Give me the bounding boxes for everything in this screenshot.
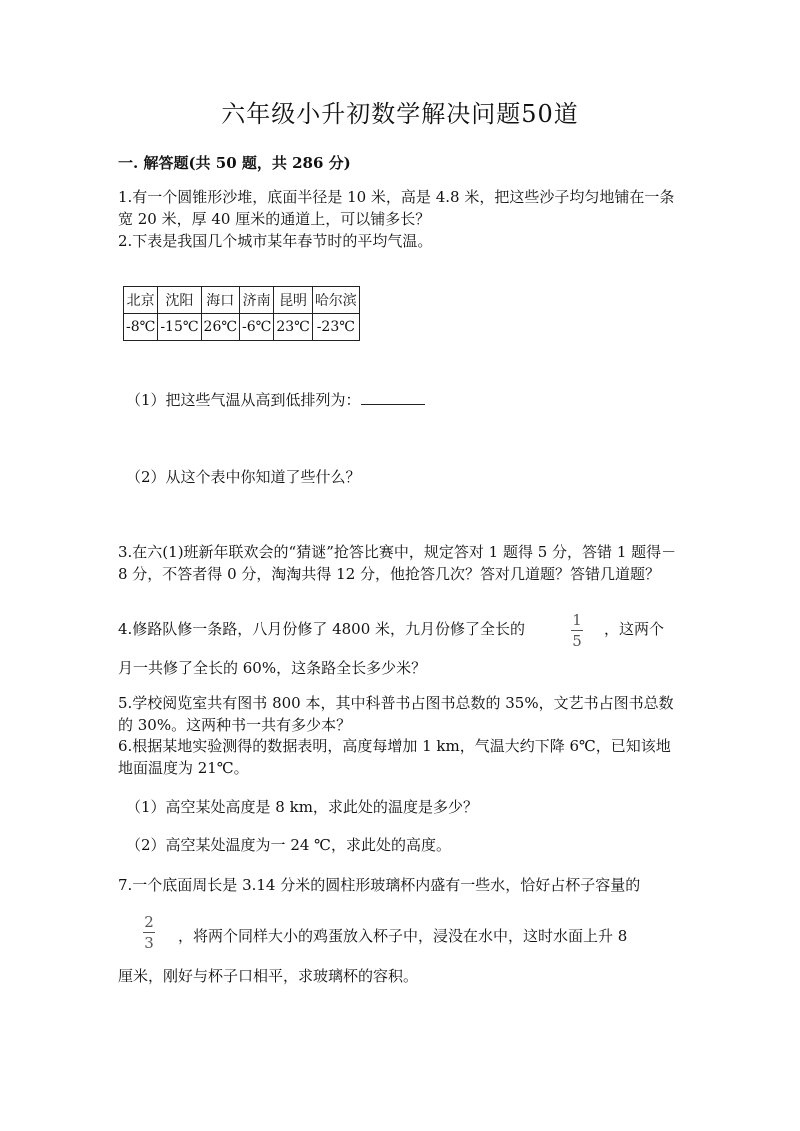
question-5: 5.学校阅览室共有图书 800 本，其中科普书占图书总数的 35%，文艺书占图书总数的 30%。这两种书一共有多少本？ [118,694,674,734]
question-7-line-1: 7.一个底面周长是 3.14 分米的圆柱形玻璃杯内盛有一些水，恰好占杯子容量的 [118,876,641,894]
question-7-line-2: ，将两个同样大小的鸡蛋放入杯子中，浸没在水中，这时水面上升 8 [178,927,628,945]
fraction-two-thirds [143,914,155,951]
table-cell: 哈尔滨 [312,287,359,314]
question-4-line-1: 4.修路队修一条路，八月份修了 4800 米，九月份修了全长的 [118,620,526,638]
question-2-part-1 [126,389,425,410]
question-2-part-2: （2）从这个表中你知道了些什么？ [126,468,361,486]
table-row-temps [124,314,360,341]
question-6-part-1: （1）高空某处高度是 8 km，求此处的温度是多少？ [126,798,478,816]
table-cell: 26℃ [201,314,239,341]
table-cell: -23℃ [312,314,359,341]
section-heading: 一. 解答题(共 50 题，共 286 分) [118,154,351,172]
table-cell: -6℃ [240,314,274,341]
fraction-one-fifth [571,612,583,649]
question-2: 2.下表是我国几个城市某年春节时的平均气温。 [118,232,433,250]
fraction-numerator: 2 [144,913,154,931]
temperature-table [123,286,360,341]
fraction-bar [571,630,583,631]
question-4-line-1-end: ，这两个 [604,620,665,638]
page-title: 六年级小升初数学解决问题50道 [221,100,579,128]
question-4-line-2: 月一共修了全长的 60%，这条路全长多少米？ [118,659,427,677]
table-cell: 23℃ [274,314,312,341]
table-cell: 北京 [124,287,158,314]
question-3: 3.在六(1)班新年联欢会的“猜谜”抢答比赛中，规定答对 1 题得 5 分，答错 1 题得－8 分，不答者得 0 分，淘淘共得 12 分，他抢答几次？答对几道题？答错几道题？ [118,543,677,583]
fraction-denominator: 5 [572,632,582,650]
question-6: 6.根据某地实验测得的数据表明，高度每增加 1 km，气温大约下降 6℃，已知该地地面温度为 21℃。 [118,737,671,777]
table-cell: 济南 [240,287,274,314]
fraction-numerator: 1 [572,611,582,629]
question-7-line-3: 厘米，刚好与杯子口相平，求玻璃杯的容积。 [118,967,419,985]
table-cell: 昆明 [274,287,312,314]
table-cell: -8℃ [124,314,158,341]
question-2-part-1-text: （1）把这些气温从高到低排列为： [126,391,361,409]
fraction-bar [143,932,155,933]
answer-blank [361,390,425,405]
table-cell: 沈阳 [158,287,201,314]
table-cell: 海口 [201,287,239,314]
question-1: 1.有一个圆锥形沙堆，底面半径是 10 米，高是 4.8 米，把这些沙子均匀地铺在一条宽 20 米，厚 40 厘米的通道上，可以铺多长？ [118,188,675,228]
question-6-part-2: （2）高空某处温度为一 24 ℃，求此处的高度。 [126,836,451,854]
table-row-cities [124,287,360,314]
fraction-denominator: 3 [144,934,154,952]
table-cell: -15℃ [158,314,201,341]
